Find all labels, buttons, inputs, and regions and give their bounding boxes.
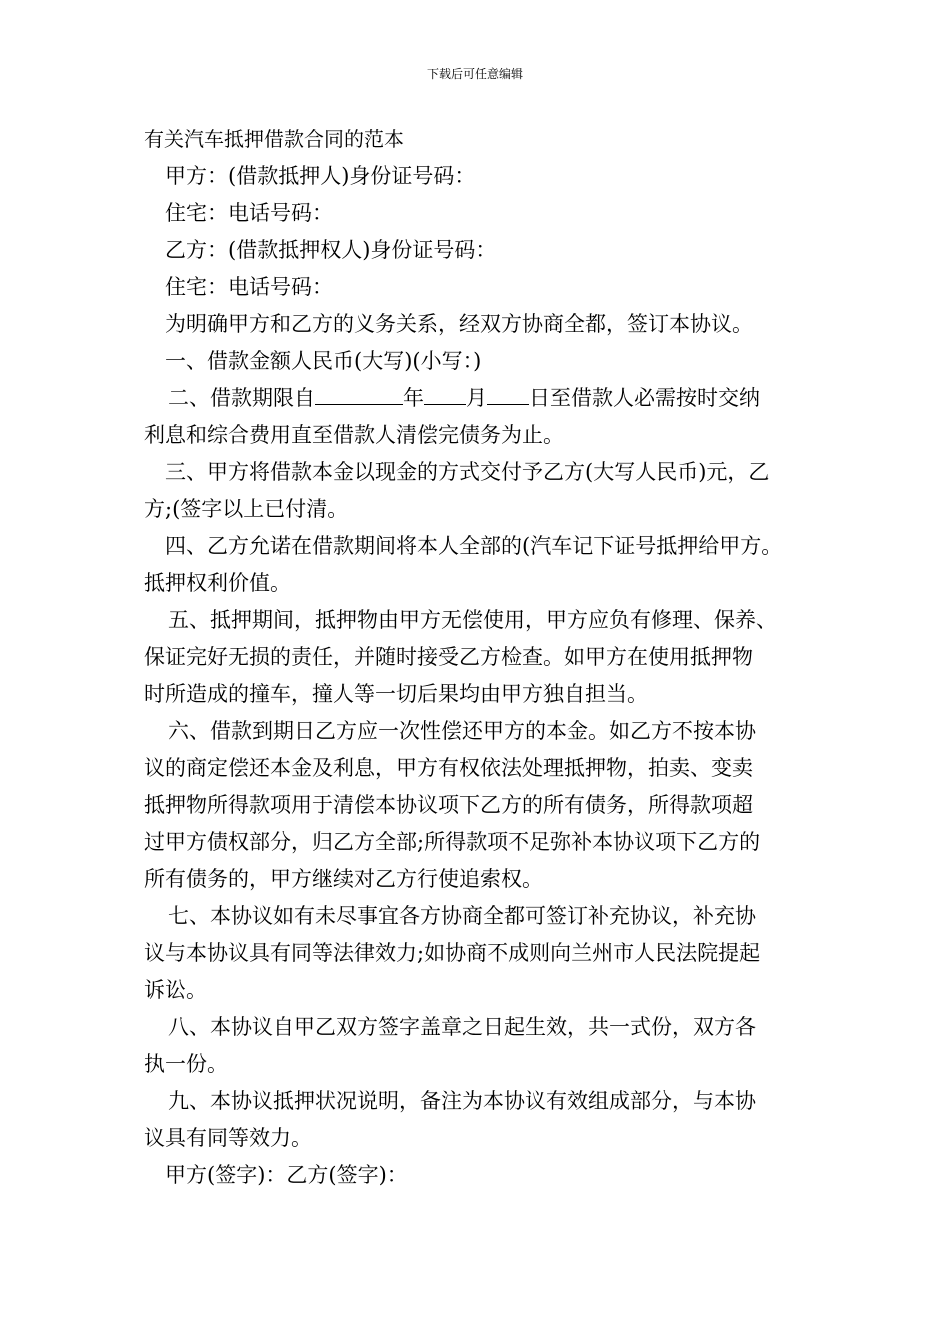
- clause-7-line-1: 七、本协议如有未尽事宜各方协商全都可签订补充协议，补充协: [168, 904, 756, 928]
- clause-5-line-2: 保证完好无损的责任，并随时接受乙方检查。如甲方在使用抵押物: [144, 645, 753, 669]
- document-title: 有关汽车抵押借款合同的范本: [144, 127, 404, 151]
- clause-2-loan-term: [144, 380, 834, 417]
- clause-4-line-1: 四、乙方允诺在借款期间将本人全部的(汽车记下证号抵押给甲方。: [165, 534, 783, 558]
- year-blank: [315, 382, 403, 405]
- clause-5-line-1: 五、抵押期间，抵押物由甲方无偿使用，甲方应负有修理、保养、: [168, 608, 777, 632]
- clause-4-line-2: 抵押权利价值。: [144, 571, 291, 595]
- clause-7-line-3: 诉讼。: [144, 978, 207, 1002]
- clause-6-line-2: 议的商定偿还本金及利息，甲方有权依法处理抵押物，拍卖、变卖: [144, 756, 753, 780]
- clause-8-line-2: 执一份。: [144, 1052, 228, 1076]
- clause-9-line-2: 议具有同等效力。: [144, 1126, 312, 1150]
- contract-body: [144, 121, 834, 1194]
- clause-5-line-3: 时所造成的撞车，撞人等一切后果均由甲方独自担当。: [144, 682, 648, 706]
- month-blank: [424, 382, 466, 405]
- party-a-id-line: 甲方：(借款抵押人)身份证号码：: [165, 164, 476, 188]
- page-header-note: 下载后可任意编辑: [426, 67, 523, 81]
- signature-line: 甲方(签字)：乙方(签字)：: [165, 1163, 408, 1187]
- day-blank: [487, 382, 529, 405]
- clause-2-text-end: 日至借款人必需按时交纳: [529, 386, 760, 410]
- clause-6-line-4: 过甲方债权部分，归乙方全部;所得款项不足弥补本协议项下乙方的: [144, 830, 761, 854]
- clause-3-line-2: 方;(签字以上已付清。: [144, 497, 349, 521]
- clause-8-line-1: 八、本协议自甲乙双方签字盖章之日起生效，共一式份，双方各: [168, 1015, 756, 1039]
- clause-6-line-1: 六、借款到期日乙方应一次性偿还甲方的本金。如乙方不按本协: [168, 719, 756, 743]
- clause-1-loan-amount: 一、借款金额人民币(大写)(小写：): [165, 349, 482, 373]
- party-a-contact-line: 住宅：电话号码：: [165, 201, 333, 225]
- clause-9-line-1: 九、本协议抵押状况说明，备注为本协议有效组成部分，与本协: [168, 1089, 756, 1113]
- clause-2-text-start: 二、借款期限自: [168, 386, 315, 410]
- party-b-contact-line: 住宅：电话号码：: [165, 275, 333, 299]
- clause-2-month-label: 月: [466, 386, 487, 410]
- preamble: 为明确甲方和乙方的义务关系，经双方协商全都，签订本协议。: [165, 312, 753, 336]
- clause-6-line-3: 抵押物所得款项用于清偿本协议项下乙方的所有债务，所得款项超: [144, 793, 753, 817]
- clause-2-line-2: 利息和综合费用直至借款人清偿完债务为止。: [144, 423, 564, 447]
- clause-7-line-2: 议与本协议具有同等法律效力;如协商不成则向兰州市人民法院提起: [144, 941, 761, 965]
- clause-6-line-5: 所有债务的，甲方继续对乙方行使追索权。: [144, 867, 543, 891]
- clause-2-year-label: 年: [403, 386, 424, 410]
- clause-3-line-1: 三、甲方将借款本金以现金的方式交付予乙方(大写人民币)元，乙: [165, 460, 770, 484]
- party-b-id-line: 乙方：(借款抵押权人)身份证号码：: [165, 238, 497, 262]
